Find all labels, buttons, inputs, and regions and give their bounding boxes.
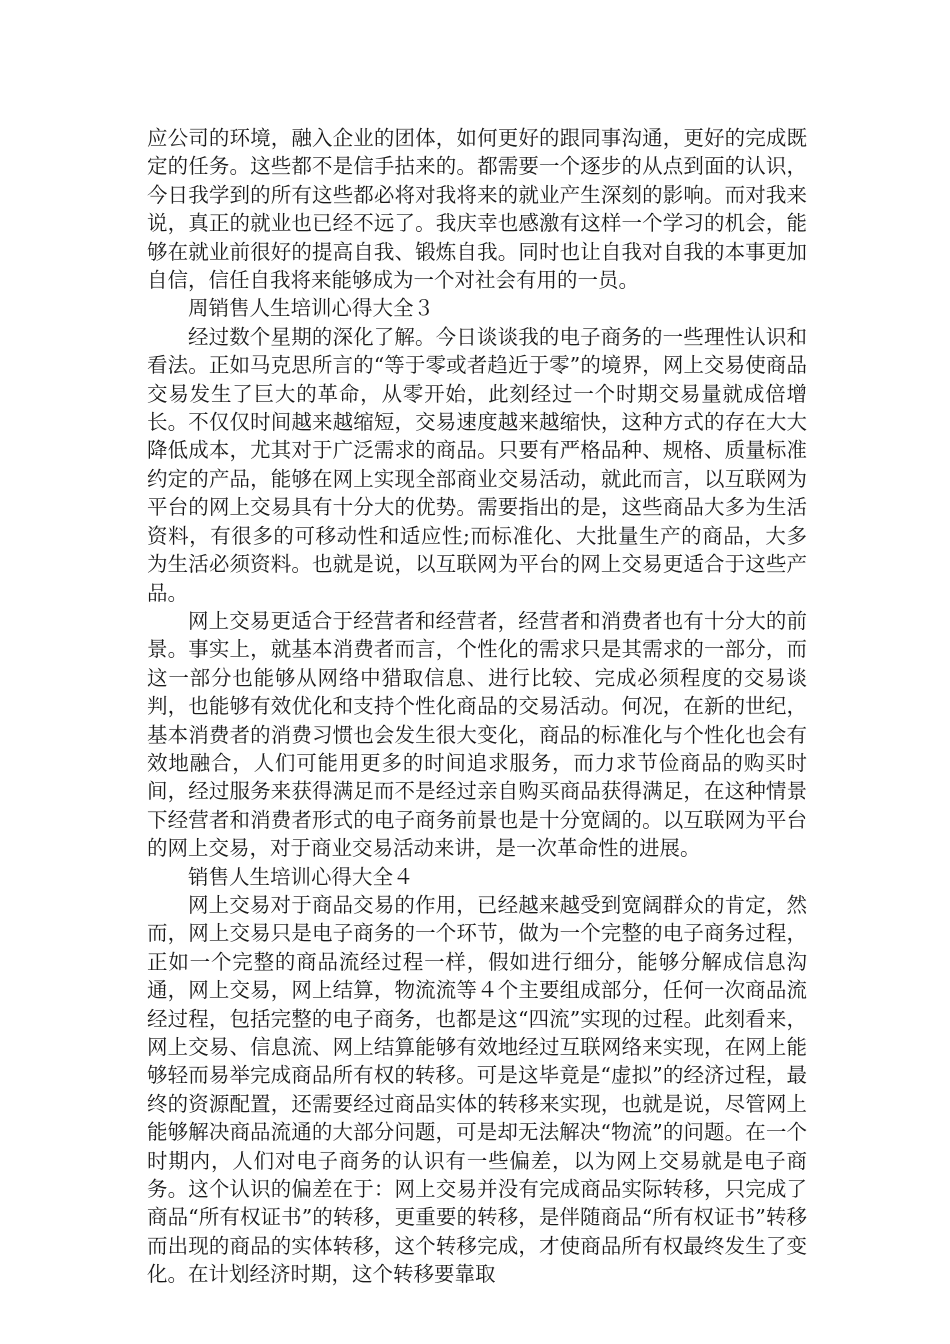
document-body: [147, 124, 807, 1289]
section-heading-3: 周销售人生培训心得大全３: [188, 296, 434, 321]
paragraph: 网上交易对于商品交易的作用，已经越来越受到宽阔群众的肯定，然而，网上交易只是电子商务的一个环节，做为一个完整的电子商务过程，正如一个完整的商品流经过程一样，假如进行细分，能够分解成信息沟通，网上交易，网上结算，物流流等４个主要组成部分，任何一次商品流经过程，包括完整的电子商务，也都是这“四流”实现的过程。此刻看来，网上交易、信息流、网上结算能够有效地经过互联网络来实现，在网上能够轻而易举完成商品所有权的转移。可是这毕竟是“虚拟”的经济过程，最终的资源配置，还需要经过商品实体的转移来实现，也就是说，尽管网上能够解决商品流通的大部分问题，可是却无法解决“物流”的问题。在一个时期内，人们对电子商务的认识有一些偏差，以为网上交易就是电子商务。这个认识的偏差在于：网上交易并没有完成商品实际转移，只完成了商品“所有权证书”的转移，更重要的转移，是伴随商品“所有权证书”转移而出现的商品的实体转移，这个转移完成，才使商品所有权最终发生了变化。在计划经济时期，这个转移要靠取: [147, 892, 807, 1287]
section-heading-4: 销售人生培训心得大全４: [188, 864, 414, 889]
paragraph: 经过数个星期的深化了解。今日谈谈我的电子商务的一些理性认识和看法。正如马克思所言的“等于零或者趋近于零”的境界，网上交易使商品交易发生了巨大的革命，从零开始，此刻经过一个时期交易量就成倍增长。不仅仅时间越来越缩短，交易速度越来越缩快，这种方式的存在大大降低成本，尤其对于广泛需求的商品。只要有严格品种、规格、质量标准约定的产品，能够在网上实现全部商业交易活动，就此而言，以互联网为平台的网上交易具有十分大的优势。需要指出的是，这些商品大多为生活资料，有很多的可移动性和适应性;而标准化、大批量生产的商品，大多为生活必须资料。也就是说，以互联网为平台的网上交易更适合于这些产品。: [147, 324, 807, 605]
paragraph: 网上交易更适合于经营者和经营者，经营者和消费者也有十分大的前景。事实上，就基本消费者而言，个性化的需求只是其需求的一部分，而这一部分也能够从网络中猎取信息、进行比较、完成必须程度的交易谈判，也能够有效优化和支持个性化商品的交易活动。何况，在新的世纪，基本消费者的消费习惯也会发生很大变化，商品的标准化与个性化也会有效地融合，人们可能用更多的时间追求服务，而力求节俭商品的购买时间，经过服务来获得满足而不是经过亲自购买商品获得满足，在这种情景下经营者和消费者形式的电子商务前景也是十分宽阔的。以互联网为平台的网上交易，对于商业交易活动来讲，是一次革命性的进展。: [147, 608, 807, 861]
paragraph-continued: 应公司的环境，融入企业的团体，如何更好的跟同事沟通，更好的完成既定的任务。这些都不是信手拈来的。都需要一个逐步的从点到面的认识，今日我学到的所有这些都必将对我将来的就业产生深刻的影响。而对我来说，真正的就业也已经不远了。我庆幸也感激有这样一个学习的机会，能够在就业前很好的提高自我、锻炼自我。同时也让自我对自我的本事更加自信，信任自我将来能够成为一个对社会有用的一员。: [147, 126, 807, 293]
